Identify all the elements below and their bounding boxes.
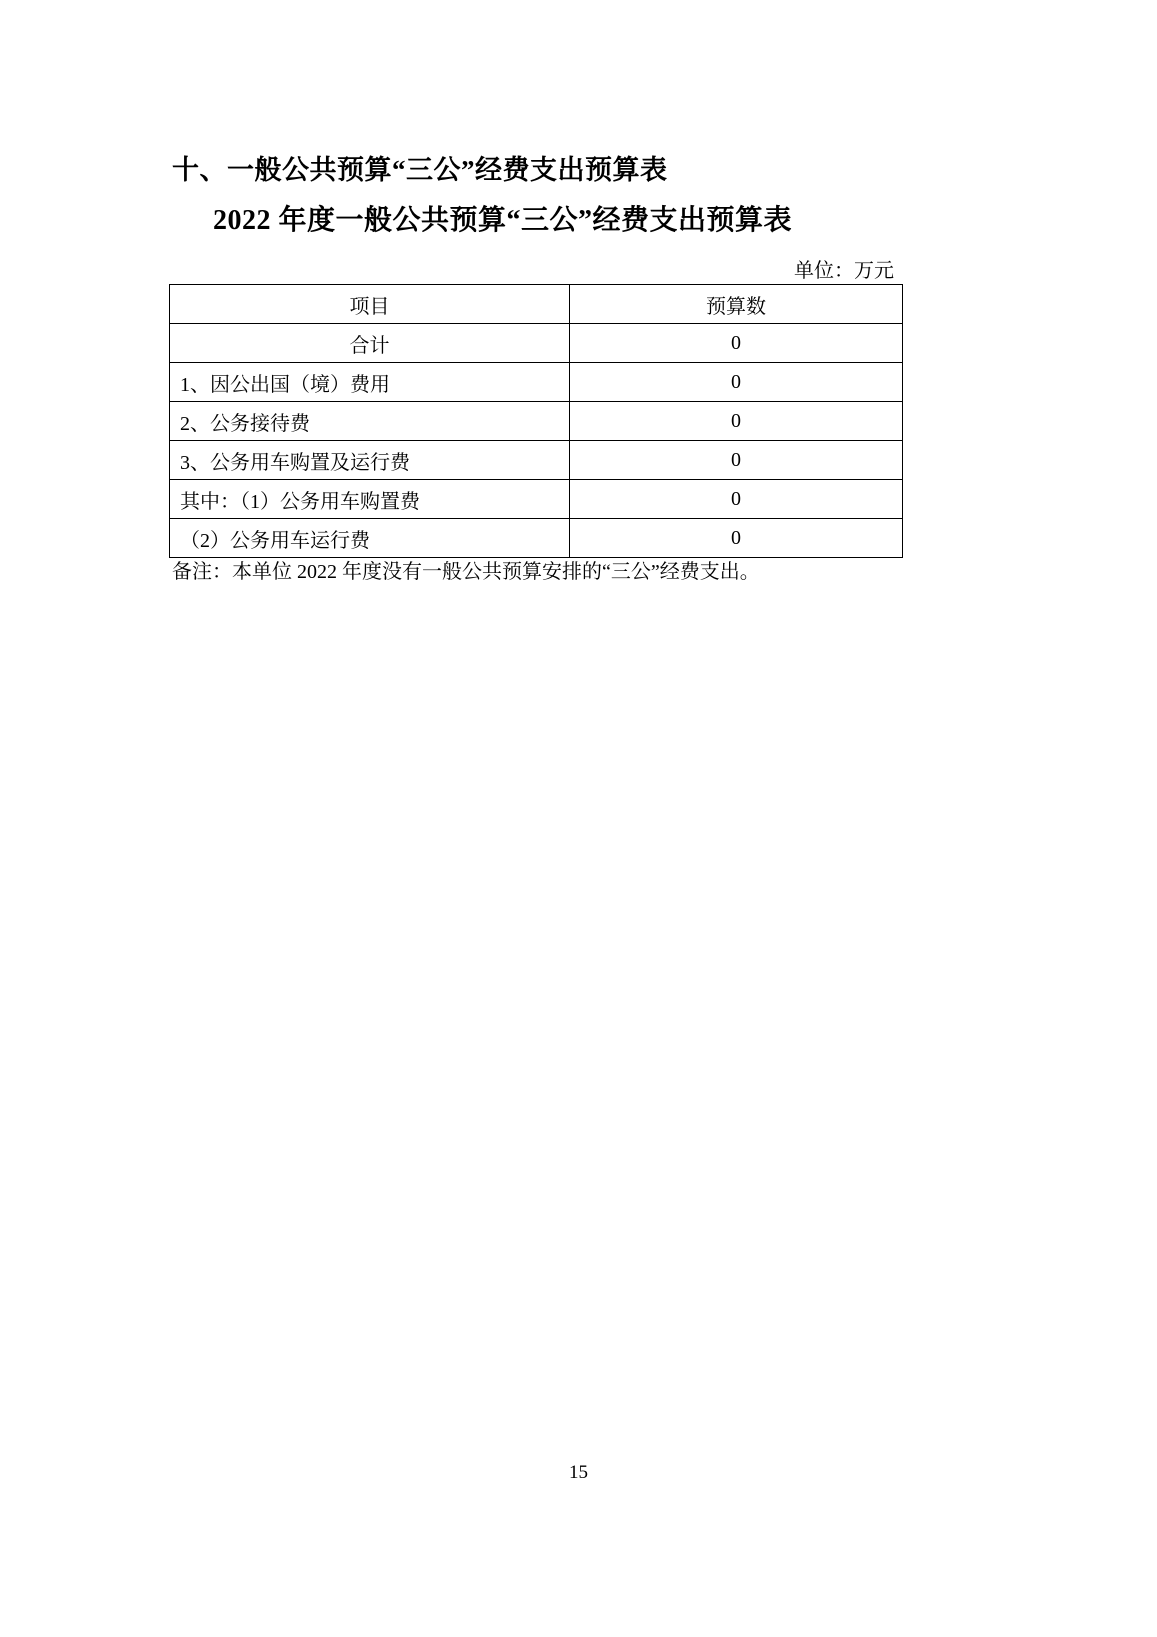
table-row <box>170 480 903 519</box>
row-value: 0 <box>570 519 903 558</box>
row-label: 3、公务用车购置及运行费 <box>170 441 570 480</box>
row-label: 2、公务接待费 <box>170 402 570 441</box>
row-value: 0 <box>570 441 903 480</box>
table-row <box>170 402 903 441</box>
unit-note: 单位：万元 <box>794 260 894 282</box>
section-heading: 十、一般公共预算“三公”经费支出预算表 <box>172 155 668 185</box>
row-value: 0 <box>570 402 903 441</box>
budget-table <box>169 284 903 558</box>
table-row <box>170 324 903 363</box>
page-title: 2022 年度一般公共预算“三公”经费支出预算表 <box>213 205 793 236</box>
table-row <box>170 363 903 402</box>
table-remark: 备注：本单位 2022 年度没有一般公共预算安排的“三公”经费支出。 <box>172 561 760 583</box>
row-label: 合计 <box>170 324 570 363</box>
table-header-row <box>170 285 903 324</box>
row-value: 0 <box>570 480 903 519</box>
row-value: 0 <box>570 324 903 363</box>
row-label: 1、因公出国（境）费用 <box>170 363 570 402</box>
row-label: 其中：（1）公务用车购置费 <box>170 480 570 519</box>
table-row <box>170 441 903 480</box>
table-header-item: 项目 <box>170 285 570 324</box>
row-value: 0 <box>570 363 903 402</box>
page-number: 15 <box>569 1462 588 1483</box>
row-label: （2）公务用车运行费 <box>170 519 570 558</box>
table-header-amount: 预算数 <box>570 285 903 324</box>
table-row <box>170 519 903 558</box>
